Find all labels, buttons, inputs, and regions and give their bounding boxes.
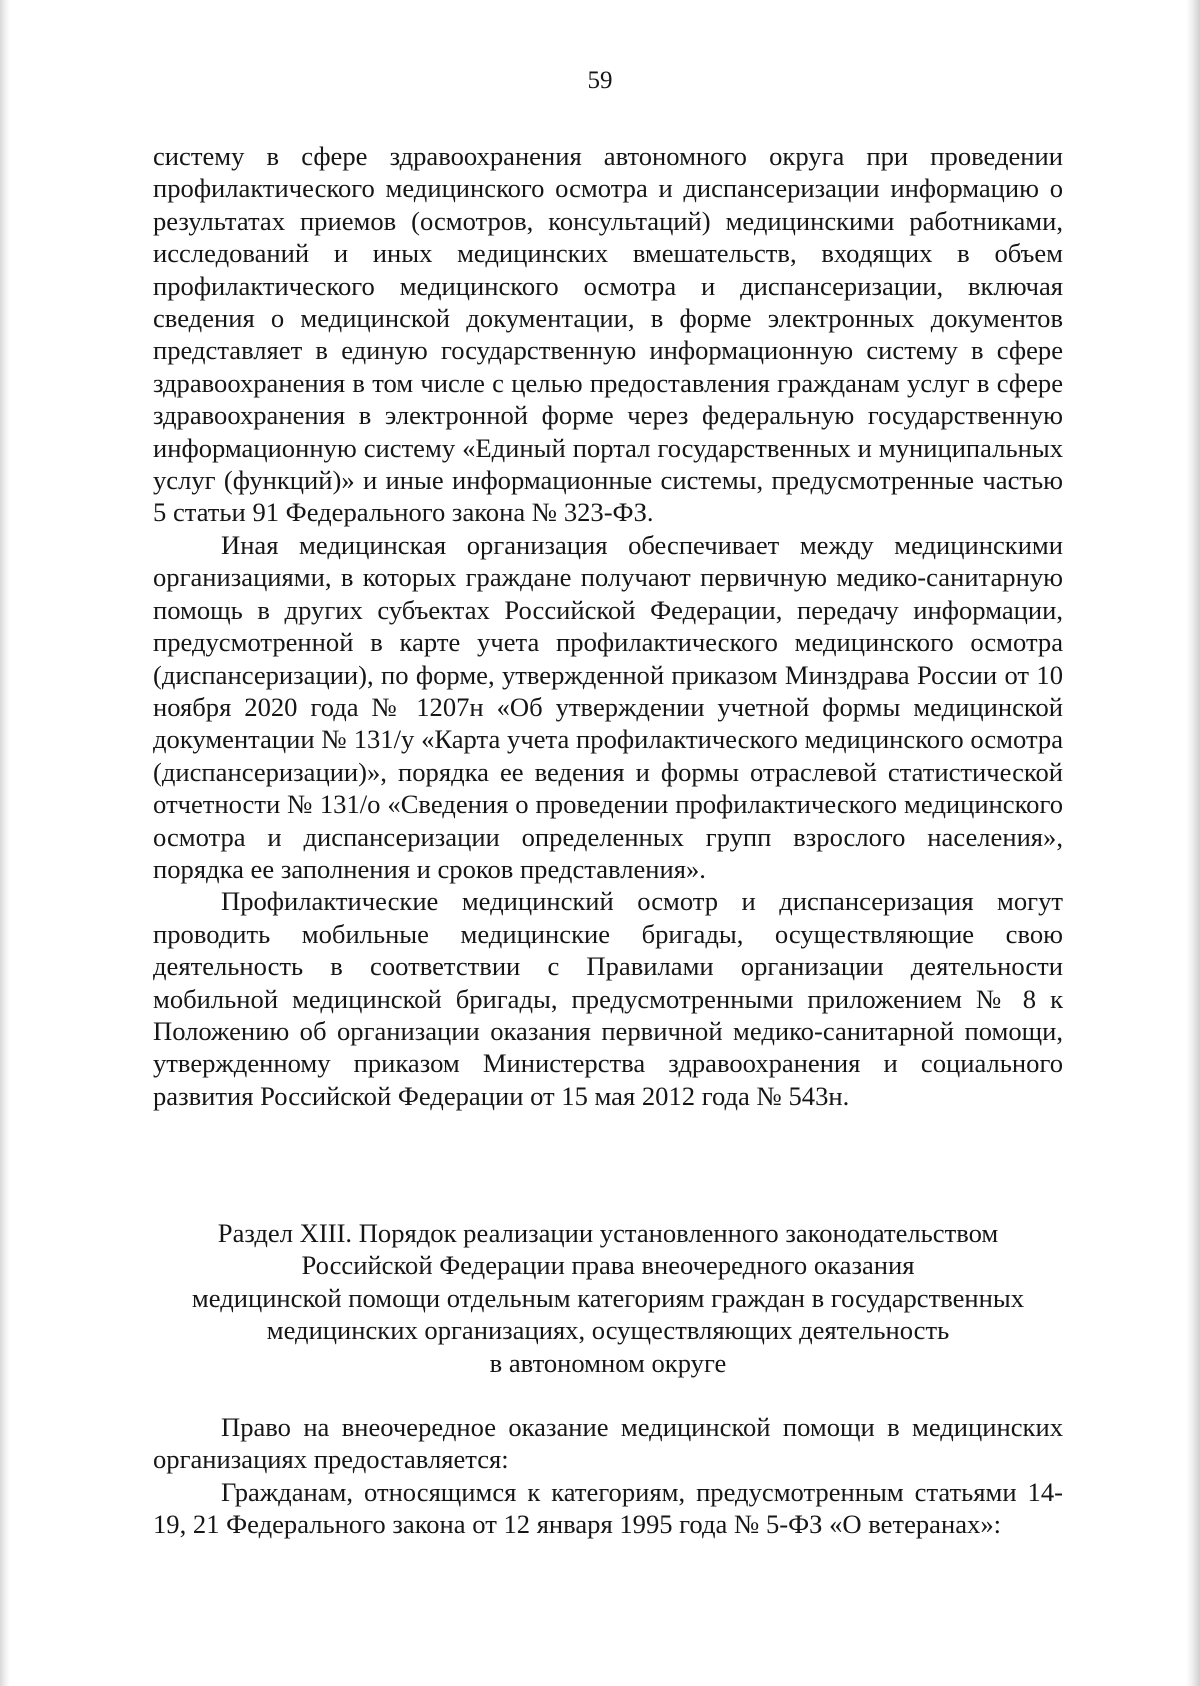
- section-heading-line: Раздел XIII. Порядок реализации установленного законодательством: [217, 1218, 999, 1248]
- page-number: 59: [587, 67, 613, 94]
- paragraph-veterans: Гражданам, относящимся к категориям, предусмотренным статьями 14-19, 21 Федерального закона от 12 января 1995 года № 5-ФЗ «О ветеранах»:: [153, 1476, 1063, 1540]
- scan-edge-left: [0, 0, 10, 1686]
- paragraph-right-intro: Право на внеочередное оказание медицинской помощи в медицинских организациях предоставляется:: [153, 1412, 1063, 1475]
- section-body: [153, 1411, 1063, 1541]
- paragraph-other-organization: Иная медицинская организация обеспечивает между медицинскими организациями, в которых граждане получают первичную медико-санитарную помощь в других субъектах Российской Федерации, передачу информации, предусмотренной в карте учета профилактического медицинского осмотра (диспансеризации), по форме, утвержденной приказом Минздрава России от 10 ноября 2020 года № 1207н «Об утверждении учетной формы медицинской документации № 131/у «Карта учета профилактического медицинского осмотра (диспансеризации)», порядка ее ведения и формы отраслевой статистической отчетности № 131/о «Сведения о проведении профилактического медицинского осмотра и диспансеризации определенных групп взрослого населения», порядка ее заполнения и сроков представления».: [153, 529, 1063, 884]
- document-body: [153, 140, 1063, 1112]
- paragraph-continuation: систему в сфере здравоохранения автономного округа при проведении профилактического медицинского осмотра и диспансеризации информацию о результатах приемов (осмотров, консультаций) медицинскими работниками, исследований и иных медицинских вмешательств, входящих в объем профилактического медицинского осмотра и диспансеризации, включая сведения о медицинской документации, в форме электронных документов представляет в единую государственную информационную систему в сфере здравоохранения в том числе с целью предоставления гражданам услуг в сфере здравоохранения в электронной форме через федеральную государственную информационную систему «Единый портал государственных и муниципальных услуг (функций)» и иные информационные системы, предусмотренные частью 5 статьи 91 Федерального закона № 323-ФЗ.: [153, 141, 1063, 528]
- section-heading-line: в автономном округе: [489, 1347, 727, 1378]
- section-heading-line: медицинской помощи отдельным категориям граждан в государственных: [191, 1282, 1025, 1313]
- scan-edge-right: [1186, 0, 1200, 1686]
- paragraph-mobile-brigades: Профилактические медицинский осмотр и диспансеризация могут проводить мобильные медицинские бригады, осуществляющие свою деятельность в соответствии с Правилами организации деятельности мобильной медицинской бригады, предусмотренными приложением № 8 к Положению об организации оказания первичной медико-санитарной помощи, утвержденному приказом Министерства здравоохранения и социального развития Российской Федерации от 15 мая 2012 года № 543н.: [153, 886, 1063, 1111]
- section-heading: [153, 1217, 1063, 1379]
- section-heading-line: Российской Федерации права внеочередного оказания: [301, 1250, 915, 1281]
- section-heading-line: медицинских организациях, осуществляющих деятельность: [266, 1315, 950, 1346]
